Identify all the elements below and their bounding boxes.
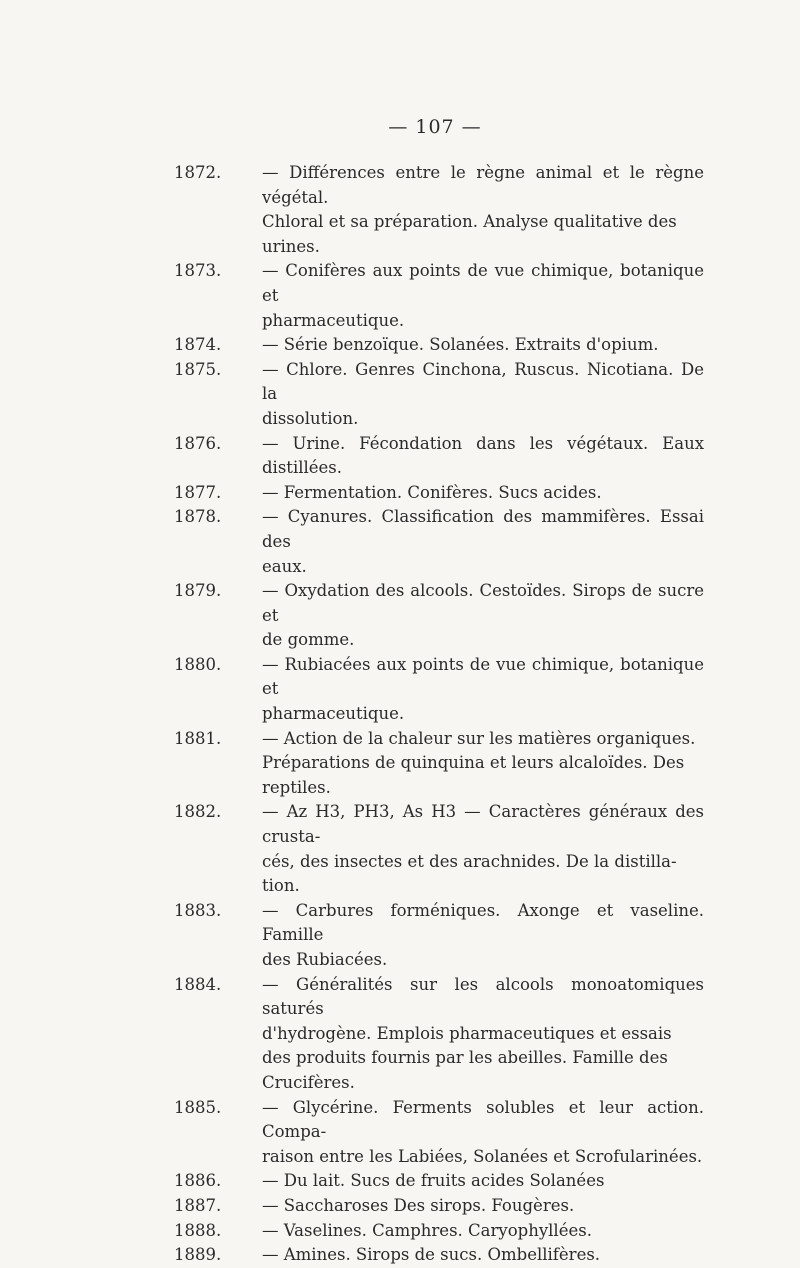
entry-1888 (174, 1219, 704, 1244)
entry-1877 (174, 481, 704, 506)
entry-year: 1873. (174, 261, 222, 281)
entry-line: pharmaceutique. (262, 704, 405, 724)
entry-1885 (174, 1096, 704, 1170)
entry-topics (262, 358, 704, 432)
entry-year: 1877. (174, 482, 222, 502)
entry-line: — Différences entre le règne animal et le règne végétal. (262, 163, 704, 207)
exam-topics-list (174, 161, 704, 1268)
entry-year: 1884. (174, 974, 222, 994)
entry-year: 1874. (174, 335, 222, 355)
entry-1889 (174, 1243, 704, 1268)
entry-line: — Du lait. Sucs de fruits acides Solanées (262, 1171, 605, 1191)
entry-topics (262, 727, 704, 801)
entry-topics (262, 800, 704, 898)
entry-line: — Cyanures. Classification des mammifères. Essai des (262, 507, 704, 551)
entry-line: — Conifères aux points de vue chimique, botanique et (262, 261, 704, 305)
entry-1883 (174, 899, 704, 973)
entry-line: Chloral et sa préparation. Analyse qualitative des (262, 212, 677, 232)
entry-topics (262, 1219, 704, 1244)
entry-line: — Az H3, PH3, As H3 — Caractères généraux des crusta- (262, 802, 704, 847)
entry-line: — Oxydation des alcools. Cestoïdes. Sirops de sucre et (262, 581, 704, 625)
entry-topics (262, 505, 704, 579)
entry-line: — Carbures forméniques. Axonge et vaseline. Famille (262, 900, 704, 945)
entry-year: 1889. (174, 1245, 222, 1265)
entry-year: 1883. (174, 900, 222, 920)
entry-topics (262, 1243, 704, 1268)
entry-year: 1886. (174, 1171, 222, 1191)
entry-line: tion. (262, 876, 300, 896)
entry-topics (262, 259, 704, 333)
entry-line: de gomme. (262, 630, 355, 650)
entry-topics (262, 432, 704, 481)
entry-topics (262, 899, 704, 973)
entry-1886 (174, 1169, 704, 1194)
entry-year: 1880. (174, 654, 222, 674)
entry-1882 (174, 800, 704, 898)
entry-topics (262, 161, 704, 259)
entry-year: 1876. (174, 433, 222, 453)
entry-year: 1875. (174, 359, 222, 379)
entry-line: — Rubiacées aux points de vue chimique, botanique et (262, 654, 704, 699)
entry-1875 (174, 358, 704, 432)
entry-1874 (174, 333, 704, 358)
entry-line: reptiles. (262, 777, 331, 797)
entry-line: — Saccharoses Des sirops. Fougères. (262, 1195, 575, 1215)
entry-line: Préparations de quinquina et leurs alcaloïdes. Des (262, 753, 685, 773)
entry-1884 (174, 973, 704, 1096)
entry-line: — Série benzoïque. Solanées. Extraits d'opium. (262, 335, 659, 355)
entry-line: — Glycérine. Ferments solubles et leur action. Compa- (262, 1097, 704, 1142)
entry-line: d'hydrogène. Emplois pharmaceutiques et essais (262, 1023, 672, 1043)
entry-line: — Généralités sur les alcools monoatomiques saturés (262, 974, 704, 1019)
entry-year: 1885. (174, 1097, 222, 1117)
entry-topics (262, 1169, 704, 1194)
entry-line: pharmaceutique. (262, 310, 405, 330)
entry-1872 (174, 161, 704, 259)
entry-line: cés, des insectes et des arachnides. De la distilla- (262, 851, 677, 871)
entry-line: — Vaselines. Camphres. Caryophyllées. (262, 1220, 592, 1240)
entry-year: 1888. (174, 1220, 222, 1240)
entry-1873 (174, 259, 704, 333)
entry-line: — Chlore. Genres Cinchona, Ruscus. Nicotiana. De la (262, 359, 704, 404)
entry-line: Crucifères. (262, 1072, 355, 1092)
entry-1879 (174, 579, 704, 653)
entry-1876 (174, 432, 704, 481)
entry-line: — Urine. Fécondation dans les végétaux. Eaux distillées. (262, 433, 704, 478)
entry-1880 (174, 653, 704, 727)
entry-line: des produits fournis par les abeilles. Famille des (262, 1048, 668, 1068)
entry-year: 1879. (174, 581, 222, 601)
entry-topics (262, 1096, 704, 1170)
entry-line: — Amines. Sirops de sucs. Ombellifères. (262, 1245, 601, 1265)
entry-year: 1882. (174, 802, 222, 822)
entry-line: des Rubiacées. (262, 950, 388, 969)
entry-line: urines. (262, 236, 320, 256)
page-number: — 107 — (388, 116, 482, 138)
entry-line: dissolution. (262, 408, 359, 428)
entry-1887 (174, 1194, 704, 1219)
entry-topics (262, 1194, 704, 1219)
entry-1881 (174, 727, 704, 801)
entry-topics (262, 333, 704, 358)
entry-1878 (174, 505, 704, 579)
entry-topics (262, 481, 704, 506)
entry-topics (262, 653, 704, 727)
entry-year: 1881. (174, 728, 222, 748)
entry-line: raison entre les Labiées, Solanées et Scrofularinées. (262, 1146, 703, 1166)
entry-topics (262, 579, 704, 653)
entry-line: — Action de la chaleur sur les matières organiques. (262, 728, 696, 748)
entry-year: 1887. (174, 1195, 222, 1215)
entry-topics (262, 973, 704, 1096)
entry-line: eaux. (262, 556, 307, 576)
entry-year: 1878. (174, 507, 222, 527)
entry-year: 1872. (174, 163, 222, 182)
entry-line: — Fermentation. Conifères. Sucs acides. (262, 482, 602, 502)
